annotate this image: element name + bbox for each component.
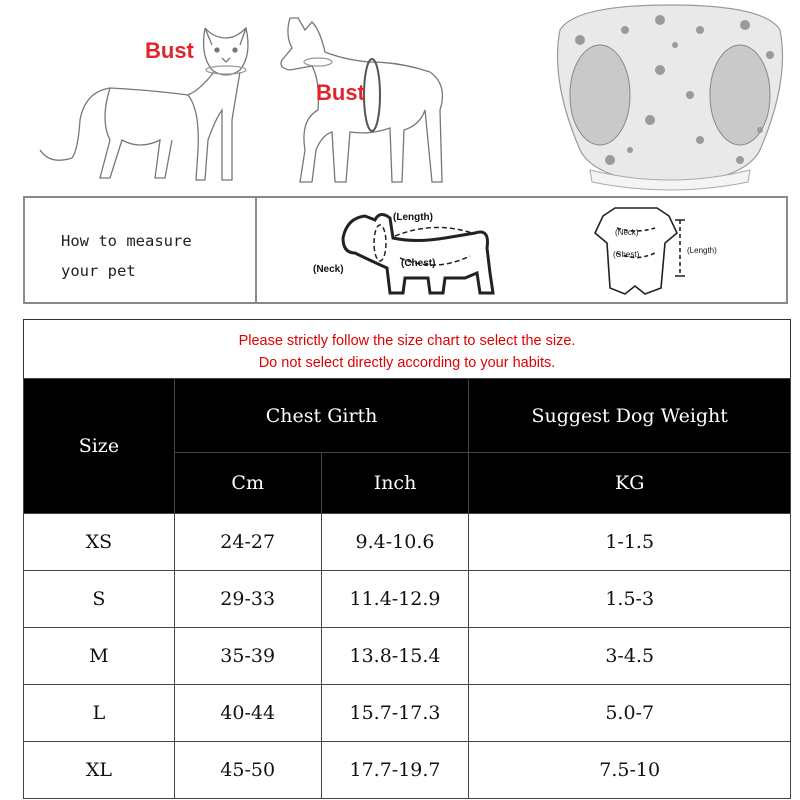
cm-cell: 24-27 [174, 514, 321, 571]
inch-cell: 15.7-17.3 [321, 685, 469, 742]
inch-cell: 17.7-19.7 [321, 742, 469, 799]
measure-title-line2: your pet [61, 262, 136, 280]
kg-cell: 3-4.5 [469, 628, 791, 685]
harness-product [558, 5, 783, 190]
size-notice [23, 319, 791, 379]
weight-header: Suggest Dog Weight [469, 379, 791, 453]
dog-bust-label: Bust [316, 80, 365, 105]
table-header-row [24, 379, 791, 453]
kg-cell: 1.5-3 [469, 571, 791, 628]
illustration-strip [0, 0, 800, 192]
cm-header: Cm [174, 453, 321, 514]
inch-cell: 11.4-12.9 [321, 571, 469, 628]
table-row [24, 742, 791, 799]
kg-cell: 1-1.5 [469, 514, 791, 571]
chest-girth-header: Chest Girth [174, 379, 469, 453]
kg-header: KG [469, 453, 791, 514]
kg-cell: 7.5-10 [469, 742, 791, 799]
notice-line1: Please strictly follow the size chart to select the size. [238, 333, 576, 349]
cm-cell: 45-50 [174, 742, 321, 799]
measure-title-line1: How to measure [61, 232, 192, 250]
cat-outline [40, 28, 248, 180]
pet-illustrations [0, 0, 800, 192]
table-row [24, 685, 791, 742]
front-chest-label: (Chest) [613, 250, 640, 259]
front-dog-svg [25, 198, 786, 302]
cm-cell: 40-44 [174, 685, 321, 742]
side-chest-label: (Chest) [401, 258, 436, 269]
side-length-label: (Length) [393, 212, 433, 223]
inch-cell: 9.4-10.6 [321, 514, 469, 571]
cm-cell: 29-33 [174, 571, 321, 628]
size-header: Size [24, 379, 175, 514]
cm-cell: 35-39 [174, 628, 321, 685]
size-cell: L [24, 685, 175, 742]
side-neck-label: (Neck) [313, 264, 344, 275]
size-cell: S [24, 571, 175, 628]
table-row [24, 571, 791, 628]
notice-line2: Do not select directly according to your habits. [258, 355, 556, 371]
size-cell: M [24, 628, 175, 685]
size-chart-table [23, 378, 791, 799]
size-cell: XS [24, 514, 175, 571]
kg-cell: 5.0-7 [469, 685, 791, 742]
front-neck-label: (Neck) [615, 228, 639, 237]
measure-guide [23, 196, 788, 304]
table-row [24, 514, 791, 571]
inch-header: Inch [321, 453, 469, 514]
size-cell: XL [24, 742, 175, 799]
front-dog-diagram [595, 208, 685, 294]
cat-bust-label: Bust [145, 38, 194, 63]
table-row [24, 628, 791, 685]
inch-cell: 13.8-15.4 [321, 628, 469, 685]
front-length-label: (Length) [687, 246, 717, 255]
